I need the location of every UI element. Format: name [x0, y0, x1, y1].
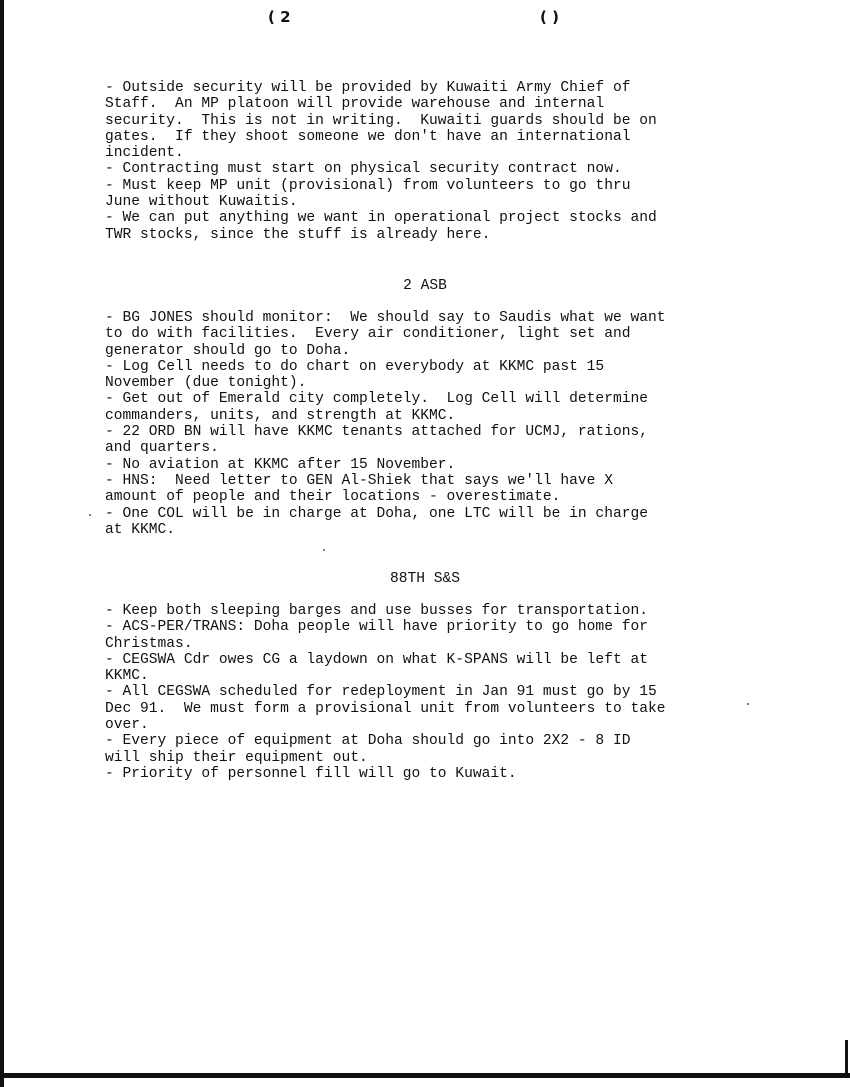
- section-heading-2-asb: 2 ASB: [403, 278, 447, 294]
- text-line: - 22 ORD BN will have KKMC tenants attached for UCMJ, rations,: [105, 424, 648, 441]
- left-border-rule: [0, 0, 4, 1087]
- section-heading-88th-ss: 88TH S&S: [389, 571, 461, 587]
- section-security: [105, 80, 825, 243]
- text-line: commanders, units, and strength at KKMC.: [105, 407, 456, 424]
- text-line: gates. If they shoot someone we don't have an international: [105, 128, 631, 145]
- text-line: generator should go to Doha.: [105, 342, 351, 359]
- text-line: security. This is not in writing. Kuwaiti guards should be on: [105, 112, 657, 129]
- text-line: incident.: [105, 145, 184, 162]
- text-line: Dec 91. We must form a provisional unit from volunteers to take: [105, 700, 666, 717]
- scan-speck: [323, 549, 325, 551]
- text-line: - All CEGSWA scheduled for redeployment in Jan 91 must go by 15: [105, 684, 657, 701]
- page-mark-right: ( ): [540, 8, 559, 26]
- text-line: - ACS-PER/TRANS: Doha people will have priority to go home for: [105, 619, 648, 636]
- text-line: - Priority of personnel fill will go to Kuwait.: [105, 765, 517, 782]
- text-line: - No aviation at KKMC after 15 November.: [105, 456, 456, 473]
- section-88th-ss: [105, 603, 825, 782]
- text-line: - Outside security will be provided by Kuwaiti Army Chief of: [105, 80, 631, 96]
- text-line: will ship their equipment out.: [105, 749, 368, 766]
- text-line: at KKMC.: [105, 521, 176, 538]
- text-line: - BG JONES should monitor: We should say to Saudis what we want: [105, 310, 666, 326]
- text-line: - Get out of Emerald city completely. Log Cell will determine: [105, 391, 648, 408]
- text-line: to do with facilities. Every air conditioner, light set and: [105, 326, 631, 343]
- text-line: - One COL will be in charge at Doha, one LTC will be in charge: [105, 505, 648, 522]
- text-line: - Keep both sleeping barges and use busses for transportation.: [105, 603, 648, 619]
- section-2-asb: [105, 310, 825, 538]
- text-line: Christmas.: [105, 635, 193, 652]
- text-line: - Must keep MP unit (provisional) from volunteers to go thru: [105, 177, 631, 194]
- text-line: - We can put anything we want in operational project stocks and: [105, 210, 657, 227]
- text-line: November (due tonight).: [105, 375, 307, 392]
- text-line: over.: [105, 717, 149, 734]
- right-border-rule: [845, 1040, 848, 1078]
- page-mark-left: ( 2: [268, 8, 291, 26]
- text-line: - HNS: Need letter to GEN Al-Shiek that says we'll have X: [105, 472, 613, 489]
- text-line: - CEGSWA Cdr owes CG a laydown on what K-SPANS will be left at: [105, 651, 648, 668]
- text-line: TWR stocks, since the stuff is already here.: [105, 226, 491, 243]
- text-line: KKMC.: [105, 668, 149, 685]
- scan-speck: [747, 703, 749, 705]
- text-line: amount of people and their locations - overestimate.: [105, 489, 561, 506]
- text-line: June without Kuwaitis.: [105, 194, 298, 211]
- text-line: and quarters.: [105, 440, 219, 457]
- text-line: - Log Cell needs to do chart on everybody at KKMC past 15: [105, 358, 605, 375]
- text-line: - Every piece of equipment at Doha should go into 2X2 - 8 ID: [105, 733, 631, 750]
- scan-speck: [89, 514, 91, 516]
- text-line: - Contracting must start on physical security contract now.: [105, 161, 622, 178]
- bottom-border-rule: [0, 1073, 850, 1078]
- text-line: Staff. An MP platoon will provide warehouse and internal: [105, 96, 605, 113]
